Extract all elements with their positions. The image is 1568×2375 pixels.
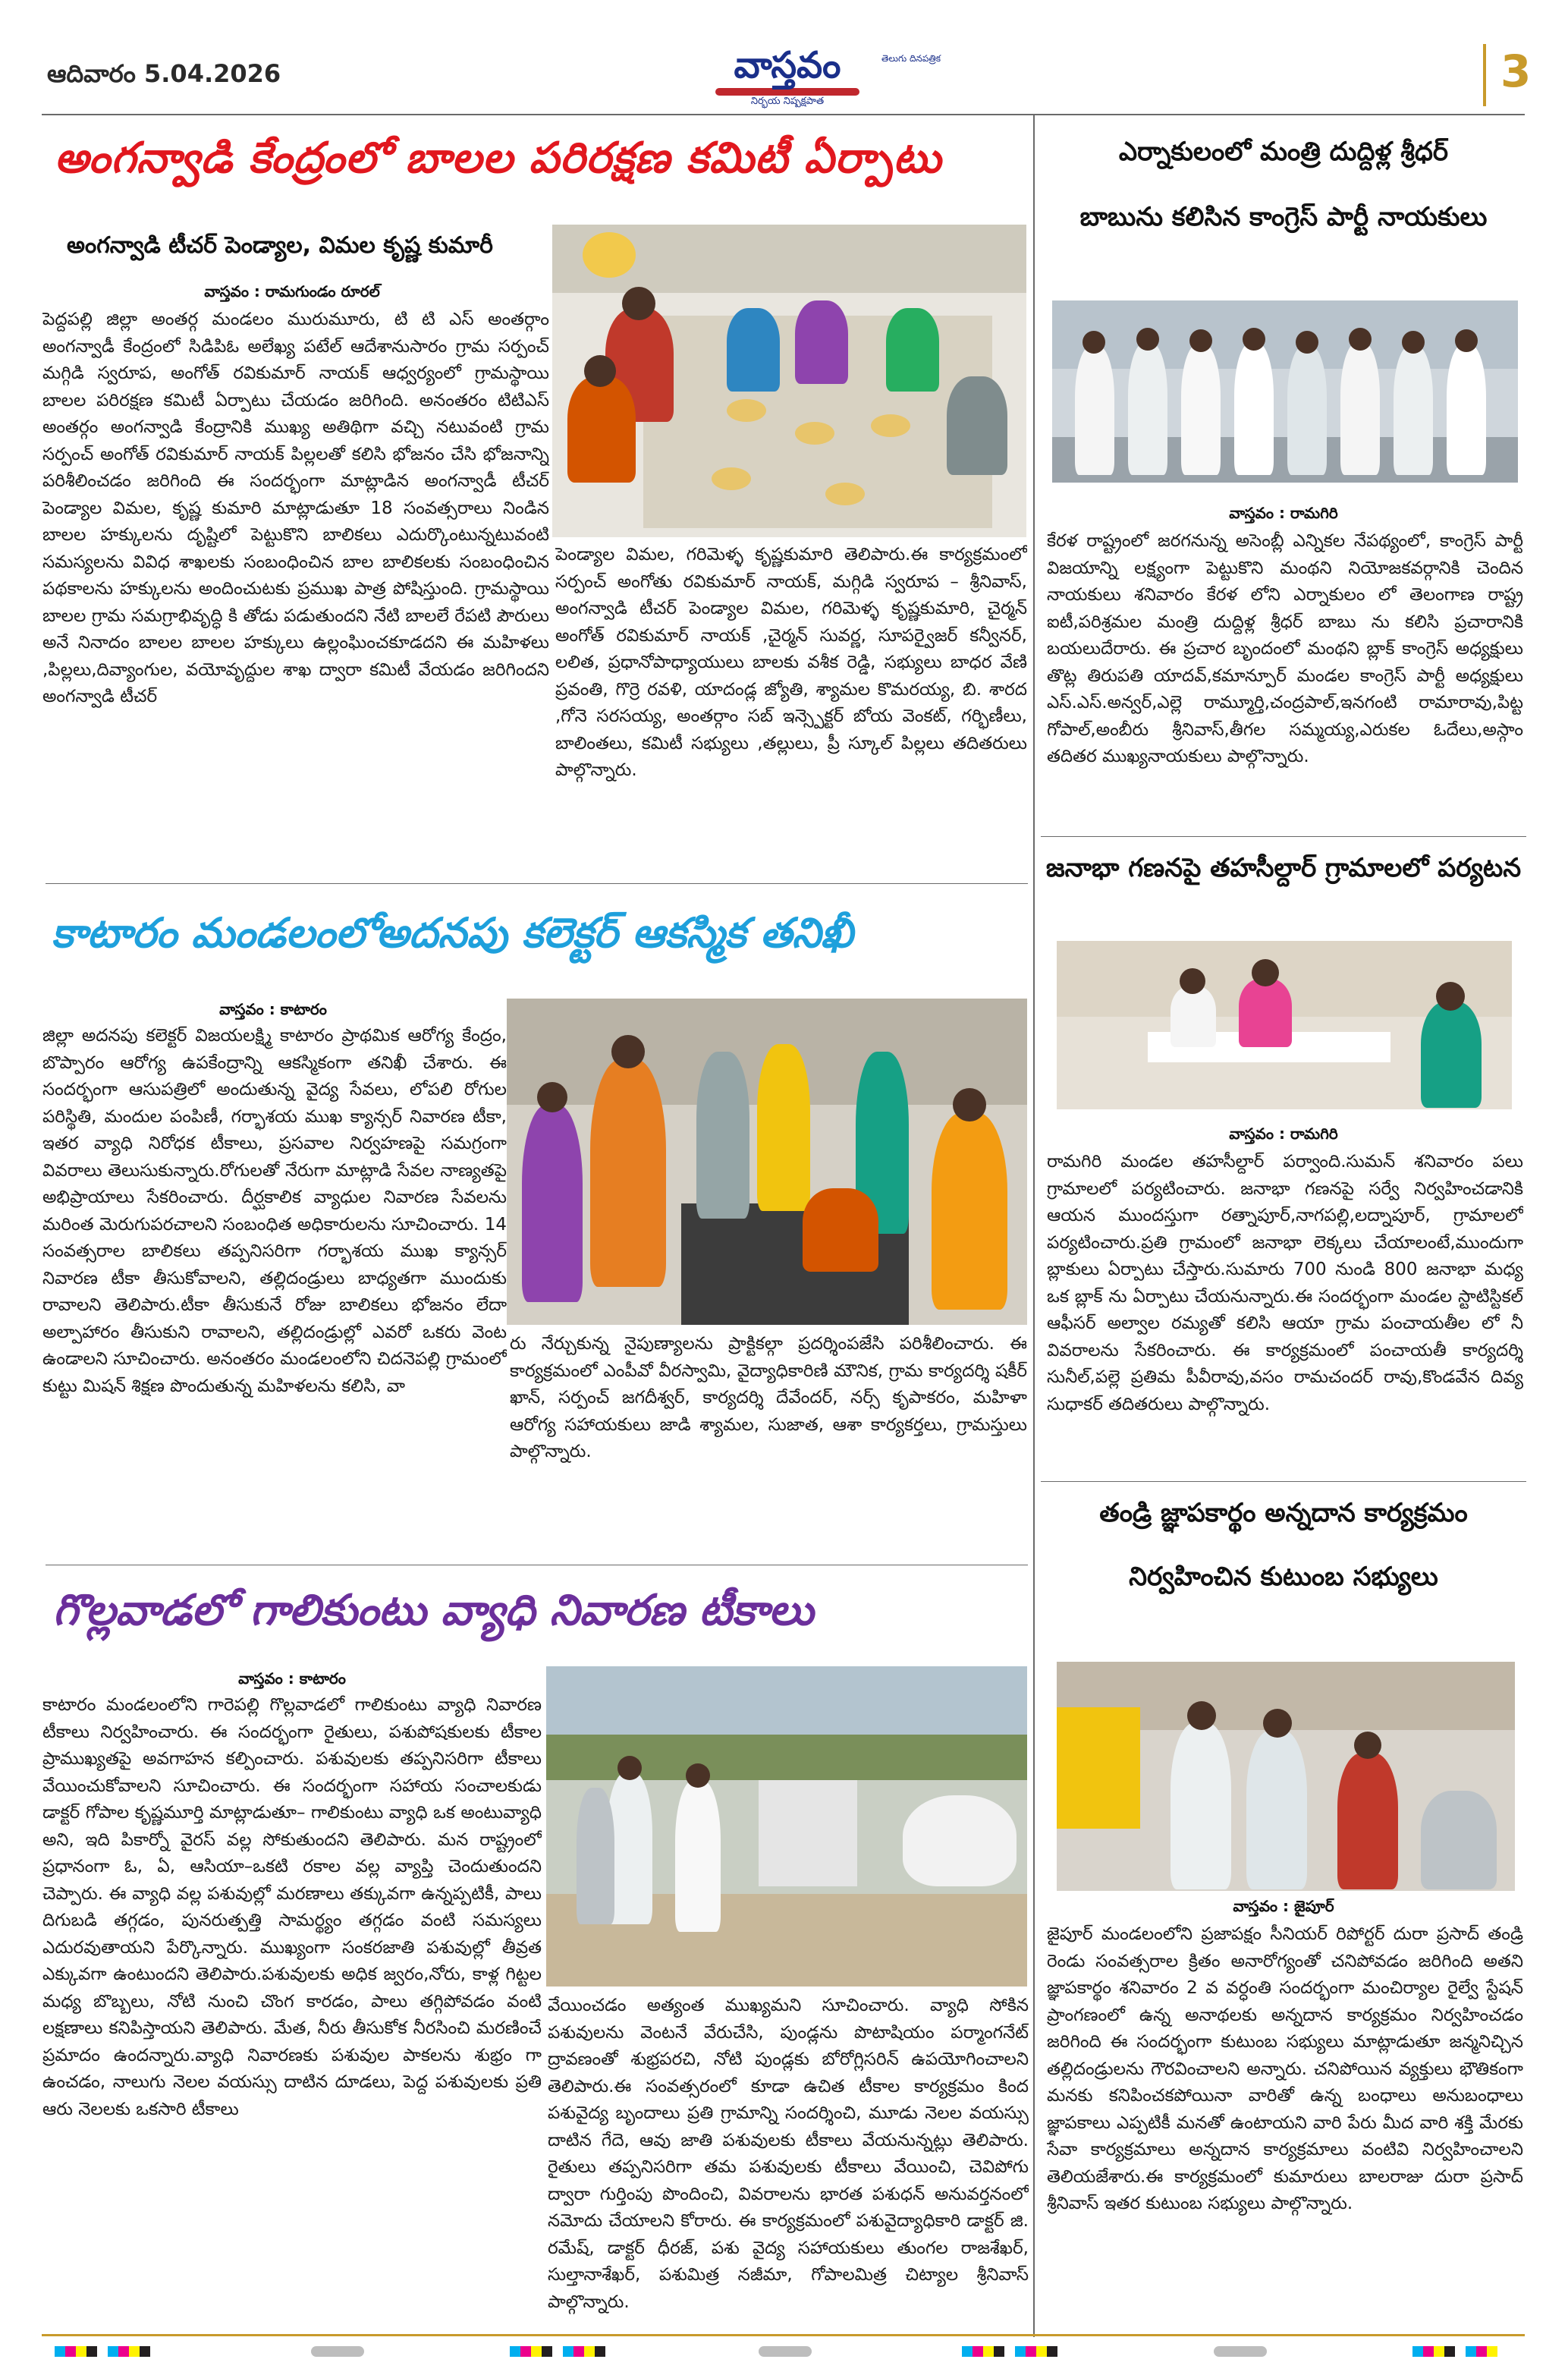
collector-body-col1: జిల్లా అదనపు కలెక్టర్ విజయలక్ష్మి కాటారం ప్రాథమిక ఆరోగ్య కేంద్రం, బొప్పారం ఆరోగ్య ఉపకేంద్రాన్ని ఆకస్మికంగా తనిఖీ చేశారు. ఈ సందర్భంగా ఆసుపత్రిలో అందుతున్న వైద్య సేవలు, లోపలి రోగుల పరిస్థితి, మందుల పంపిణీ, గర్భాశయ ముఖ క్యాన్సర్ నివారణ టీకా, ఇతర వ్యాధి నిరోధక టీకాలు, ప్రసవాల నిర్వహణపై సమగ్రంగా వివరాలు తెలుసుకున్నారు.రోగులతో నేరుగా మాట్లాడి సేవల నాణ్యతపై అభిప్రాయాలు సేకరించారు. దీర్ఘకాలిక వ్యాధుల నివారణ సేవలను మరింత మెరుగుపరచాలని సంబంధిత అధికారులను సూచించారు. 14 సంవత్సరాల బాలికలు తప్పనిసరిగా గర్భాశయ ముఖ క్యాన్సర్ నివారణ టీకా తీసుకోవాలని, తల్లిదండ్రులు బాధ్యతగా ముందుకు రావాలని తెలిపారు.టీకా తీసుకునే రోజు బాలికలు భోజనం లేదా అల్పాహారం తీసుకుని రావాలని, తల్లిదండ్రుల్లో ఎవరో ఒకరు వెంట ఉండాలని సూచించారు. అనంతరం మండలంలోని చిదనెపల్లి గ్రామంలో కుట్టు మిషన్ శిక్షణ పొందుతున్న మహిళలను కలిసి, వా — [42, 1026, 507, 1396]
collector-headline: కాటారం మండలంలోఅదనపు కలెక్టర్ ఆకస్మిక తనిఖీ — [52, 909, 853, 957]
article-divider — [46, 883, 1028, 884]
registration-mark — [759, 2346, 812, 2357]
cattle-body-col2: వేయించడం అత్యంత ముఖ్యమని సూచించారు. వ్యాధి సోకిన పశువులను వెంటనే వేరుచేసి, పుండ్లను పొటాషియం పర్మాంగనేట్ ద్రావణంతో శుభ్రపరచి, నోటి పుండ్లకు బోరోగ్లిసరిన్ ఉపయోగించాలని తెలిపారు.ఈ సంవత్సరంలో కూడా ఉచిత టీకాల కార్యక్రమం కింద పశువైద్య బృందాలు ప్రతి గ్రామాన్ని సందర్శించి, మూడు నెలల వయస్సు దాటిన గేదె, ఆవు జాతి పశువులకు టీకాలు వేయనున్నట్లు తెలిపారు. రైతులు తప్పనిసరిగా తమ పశువులకు టీకాలు వేయించి, చెవిపోగు ద్వారా గుర్తింపు పొందించి, వివరాలను భారత పశుధన్ అనువర్తనంలో నమోదు చేయాలని కోరారు. ఈ కార్యక్రమంలో పశువైద్యాధికారి డాక్టర్ జి. రమేష్, డాక్టర్ ధీరజ్, పశు వైద్య సహాయకులు తుంగల రాజశేఖర్, సుల్తానాశేఖర్, పశుమిత్ర నజీమా, గోపాలమిత్ర చిట్యాల శ్రీనివాస్ పాల్గొన్నారు. — [548, 1996, 1029, 2312]
annadanam-headline-line2: నిర్వహించిన కుటుంబ సభ్యులు — [1129, 1562, 1438, 1592]
masthead-title: వాస్తవం — [734, 44, 841, 87]
cattle-headline: గొల్లవాడలో గాలికుంటు వ్యాధి నివారణ టీకాలు — [53, 1586, 814, 1635]
collector-dateline: వాస్తవం : కాటారం — [219, 1000, 327, 1018]
census-dateline: వాస్తవం : రామగిరి — [1229, 1125, 1338, 1143]
masthead-tagline: నిర్భయ నిష్పక్షపాత — [750, 96, 825, 107]
annadanam-body: జైపూర్ మండలంలోని ప్రజాపక్షం సీనియర్ రిపోర్టర్ దురా ప్రసాద్ తండ్రి రెండు సంవత్సరాల క్రితం అనారోగ్యంతో చనిపోవడం జరిగింది అతని జ్ఞాపకార్థం శనివారం 2 వ వర్ధంతి సందర్భంగా మంచిర్యాల రైల్వే స్టేషన్ ప్రాంగణంలో ఉన్న అనాథలకు అన్నదాన కార్యక్రమం నిర్వహించడం జరిగింది ఈ సందర్భంగా కుటుంబ సభ్యులు మాట్లాడుతూ జన్మనిచ్చిన తల్లిదండ్రులను గౌరవించాలని అన్నారు. చనిపోయిన వ్యక్తులు భౌతికంగా మనకు కనిపించకపోయినా వారితో ఉన్న బంధాలు అనుబంధాలు జ్ఞాపకాలు ఎప్పటికీ మనతో ఉంటాయని వారి పేరు మీద వారి శక్తి మేరకు సేవా కార్యక్రమాలు అన్నదాన కార్యక్రమాలు వంటివి నిర్వహించాలని తెలియజేశారు.ఈ కార్యక్రమంలో కుమారులు బాలరాజు దురా ప్రసాద్ శ్రీనివాస్ ఇతర కుటుంబ సభ్యులు పాల్గొన్నారు. — [1047, 1924, 1523, 2213]
article-divider — [1041, 1481, 1526, 1482]
page-number-divider — [1483, 44, 1486, 106]
footer-rule — [42, 2334, 1525, 2336]
ernakulam-headline-line2: బాబును కలిసిన కాంగ్రెస్ పార్టీ నాయకులు — [1079, 202, 1488, 232]
registration-colorbar — [55, 2346, 150, 2357]
collector-photo — [507, 999, 1027, 1325]
census-photo — [1057, 941, 1512, 1109]
column-divider — [1033, 114, 1035, 2337]
ernakulam-dateline: వాస్తవం : రామగిరి — [1229, 504, 1338, 522]
anganwadi-headline: అంగన్వాడి కేంద్రంలో బాలల పరిరక్షణ కమిటీ ఏర్పాటు — [55, 134, 942, 183]
anganwadi-dateline: వాస్తవం : రామగుండం రూరల్ — [204, 282, 380, 300]
registration-colorbar — [510, 2346, 605, 2357]
ernakulam-headline-line1: ఎర్నాకులంలో మంత్రి దుద్దిళ్ల శ్రీధర్ — [1118, 137, 1449, 167]
anganwadi-body-col2: పెండ్యాల విమల, గరిమెళ్ళ కృష్ణకుమారి తెలిపారు.ఈ కార్యక్రమంలో సర్పంచ్ అంగోతు రవికుమార్ నాయక్, మగ్గిడి స్వరూప – శ్రీనివాస్, అంగన్వాడి టీచర్ పెండ్యాల విమల, గరిమెళ్ళ కృష్ణకుమారి, చైర్మన్ అంగోత్ రవికుమార్ నాయక్ ,చైర్మన్ సువర్ణ, సూపర్వైజర్ కన్వీనర్, లలిత, ప్రధానోపాధ్యాయులు బాలకు వశీక రెడ్డి, సభ్యులు బాధర వేణి ప్రవంతి, గొర్రె రవళి, యాదండ్ల జ్యోతి, శ్యామల కొమరయ్య, బి. శారద ,గోనె సరసయ్య, అంతర్గాం సబ్ ఇన్స్పెక్టర్ బోయ వెంకట్, గర్భిణీలు, బాలింతలు, కమిటీ సభ్యులు ,తల్లులు, ప్రీ స్కూల్ పిల్లలు తదితరులు పాల్గొన్నారు. — [555, 545, 1027, 780]
annadanam-dateline: వాస్తవం : జైపూర్ — [1233, 1897, 1334, 1915]
ernakulam-photo — [1052, 300, 1518, 483]
cattle-body-col1: కాటారం మండలంలోని గారెపల్లి గొల్లవాడలో గాలికుంటు వ్యాధి నివారణ టీకాలు నిర్వహించారు. ఈ సందర్భంగా రైతులు, పశుపోషకులకు టీకాల ప్రాముఖ్యతపై అవగాహన కల్పించారు. పశువులకు తప్పనిసరిగా టీకాలు వేయించుకోవాలని సూచించారు. ఈ సందర్భంగా సహాయ సంచాలకుడు డాక్టర్ గోపాల కృష్ణమూర్తి మాట్లాడుతూ– గాలికుంటు వ్యాధి ఒక అంటువ్యాధి అని, ఇది పికార్నో వైరస్ వల్ల సోకుతుందని తెలిపారు. మన రాష్ట్రంలో ప్రధానంగా ఓ, ఏ, ఆసియా–ఒకటి రకాల వల్ల వ్యాప్తి చెందుతుందని చెప్పారు. ఈ వ్యాధి వల్ల పశువుల్లో మరణాలు తక్కువగా ఉన్నప్పటికీ, పాలు దిగుబడి తగ్గడం, పునరుత్పత్తి సామర్థ్యం తగ్గడం వంటి సమస్యలు ఎదురవుతాయని పేర్కొన్నారు. ముఖ్యంగా సంకరజాతి పశువుల్లో తీవ్రత ఎక్కువగా ఉంటుందని తెలిపారు.పశువులకు అధిక జ్వరం,నోరు, కాళ్ల గిట్టల మధ్య బొబ్బలు, నోటి నుంచి చొంగ కారడం, పాలు తగ్గిపోవడం వంటి లక్షణాలు కనిపిస్తాయని తెలిపారు. మేత, నీరు తీసుకోక నీరసించి మరణించే ప్రమాదం ఉందన్నారు.వ్యాధి నివారణకు పశువుల పాకలను శుభ్రం గా ఉంచడం, నాలుగు నెలల వయస్సు దాటిన దూడలు, పెద్ద పశువులకు ప్రతి ఆరు నెలలకు ఒకసారి టీకాలు — [42, 1695, 542, 2119]
annadanam-headline-line1: తండ్రి జ్ఞాపకార్థం అన్నదాన కార్యక్రమం — [1099, 1498, 1468, 1528]
ernakulam-body: కేరళ రాష్ట్రంలో జరగనున్న అసెంబ్లీ ఎన్నికల నేపథ్యంలో, కాంగ్రెస్ పార్టీ విజయాన్ని లక్ష్యంగా పెట్టుకొని మంథని నియోజకవర్గానికి చెందిన నాయకులు శనివారం కేరళ లోని ఎర్నాకులం లో తెలంగాణ రాష్ట్ర ఐటీ,పరిశ్రమల మంత్రి దుద్దిళ్ల శ్రీధర్ బాబు ను కలిసి ప్రచారానికి బయలుదేరారు. ఈ ప్రచార బృందంలో మంథని బ్లాక్ కాంగ్రెస్ అధ్యక్షులు తొట్ల తిరుపతి యాదవ్,కమాన్పూర్ మండల కాంగ్రెస్ పార్టీ అధ్యక్షులు ఎస్.ఎస్.అన్వర్,ఎల్లె రామ్మూర్తి,చంద్రపాల్,ఇనగంటి రామారావు,పిట్ట గోపాల్,అంబీరు శ్రీనివాస్,తీగల సమ్మయ్య,ఎరుకల ఓదేలు,అస్గాం తదితర ముఖ్యనాయకులు పాల్గొన్నారు. — [1047, 531, 1523, 766]
anganwadi-subhead: అంగన్వాడి టీచర్ పెండ్యాల, విమల కృష్ణ కుమారీ — [67, 232, 493, 259]
cattle-photo — [546, 1666, 1027, 1987]
issue-date: ఆదివారం 5.04.2026 — [47, 59, 281, 88]
cattle-dateline: వాస్తవం : కాటారం — [238, 1669, 346, 1688]
annadanam-photo — [1057, 1662, 1515, 1891]
registration-colorbar — [962, 2346, 1057, 2357]
anganwadi-photo — [552, 225, 1026, 537]
masthead-suffix: తెలుగు దినపత్రిక — [881, 53, 941, 64]
pen-icon — [715, 88, 859, 96]
header-rule — [42, 114, 1525, 115]
census-body: రామగిరి మండల తహసీల్దార్ పర్వాంది.సుమన్ శనివారం పలు గ్రామాలలో పర్యటించారు. జనాభా గణనపై సర్వే నిర్వహించడానికి ఆయన ముందస్తుగా రత్నాపూర్,నాగపల్లి,లద్నాపూర్, గ్రామాలలో పర్యటించారు.ప్రతి గ్రామంలో జనాభా లెక్కలు చేయాలంటే,ముందుగా బ్లాకులు ఏర్పాటు చేస్తారు.సుమారు 700 నుండి 800 జనాభా మధ్య ఒక బ్లాక్ ను ఏర్పాటు చేయనున్నారు.ఈ సందర్భంగా మండల స్టాటిస్టికల్ ఆఫీసర్ అల్వాల రమ్యతో కలిసి ఆయా గ్రామ పంచాయతీల లో నీ వివరాలను సేకరించారు. ఈ కార్యక్రమంలో పంచాయతీ కార్యదర్శి సునీల్,పల్లె ప్రతిమ పీవీరావు,వసం రామచందర్ రావు,కొండవేన దివ్య సుధాకర్ తదితరులు పాల్గొన్నారు. — [1047, 1152, 1523, 1414]
registration-mark — [1214, 2346, 1267, 2357]
anganwadi-body-col1: పెద్దపల్లి జిల్లా అంతర్గ మండలం మురుమూరు, టి టి ఎస్ అంతర్గాం అంగన్వాడీ కేంద్రంలో సిడిపిఓ అలేఖ్య పటేల్ ఆదేశానుసారం గ్రామ సర్పంచ్ మగ్గిడి స్వరూప, అంగోత్ రవికుమార్ నాయక్ ఆధ్వర్యంలో గ్రామస్థాయి బాలల పరిరక్షణ కమిటీ ఏర్పాటు చేయడం జరిగింది. అనంతరం టిటిఎస్ అంతర్గం అంగన్వాడి కేంద్రానికి ముఖ్య అతిథిగా వచ్చి నటువంటి గ్రామ సర్పంచ్ అంగోత్ రవికుమార్ నాయక్ పిల్లలతో కలిసి భోజనం చేసి భోజనాన్ని పరిశీలించడం జరిగింది ఈ సందర్భంగా మాట్లాడిన అంగన్వాడీ టీచర్ పెండ్యాల విమల, కృష్ణ కుమారి మాట్లాడుతూ 18 సంవత్సరాలు నిండిన బాలల హక్కులను దృష్టిలో పెట్టుకొని బాలికలు ఎదుర్కొంటున్నటువంటి సమస్యలను వివిధ శాఖలకు సంబంధించిన బాల బాలికలకు సంబంధించిన పథకాలను హక్కులను అందించుటకు ప్రముఖ పాత్ర పోషిస్తుంది. గ్రామస్థాయి బాలల గ్రామ సమగ్రాభివృద్ధి కి తోడు పడుతుందని నేటి బాలలే రేపటి పౌరులు అనే నినాదం బాలల బాలల హక్కులు ఉల్లంఘించకూడదని ఈ మహిళలు ,పిల్లలు,దివ్యాంగుల, వయోవృద్దుల శాఖ ద్వారా కమిటీ వేయడం జరిగిందని అంగన్వాడి టీచర్ — [42, 310, 549, 706]
page-number: 3 — [1500, 46, 1532, 97]
masthead-logo — [696, 44, 878, 117]
article-divider — [1041, 836, 1526, 837]
registration-mark — [311, 2346, 364, 2357]
census-headline: జనాభా గణనపై తహసీల్దార్ గ్రామాలలో పర్యటన — [1045, 853, 1522, 883]
registration-colorbar — [1412, 2346, 1497, 2357]
collector-body-col2: రు నేర్చుకున్న నైపుణ్యాలను ప్రాక్టికల్గా ప్రదర్శింపజేసి పరిశీలించారు. ఈ కార్యక్రమంలో ఎంపీవో వీరస్వామి, వైద్యాధికారిణి మౌనిక, గ్రామ కార్యదర్శి షకీర్ ఖాన్, సర్పంచ్ జగదీశ్వర్, కార్యదర్శి దేవేందర్, నర్స్ కృపాకరం, మహిళా ఆరోగ్య సహాయకులు జాడి శ్యామల, సుజాత, ఆశా కార్యకర్తలు, గ్రామస్తులు పాల్గొన్నారు. — [510, 1334, 1027, 1461]
